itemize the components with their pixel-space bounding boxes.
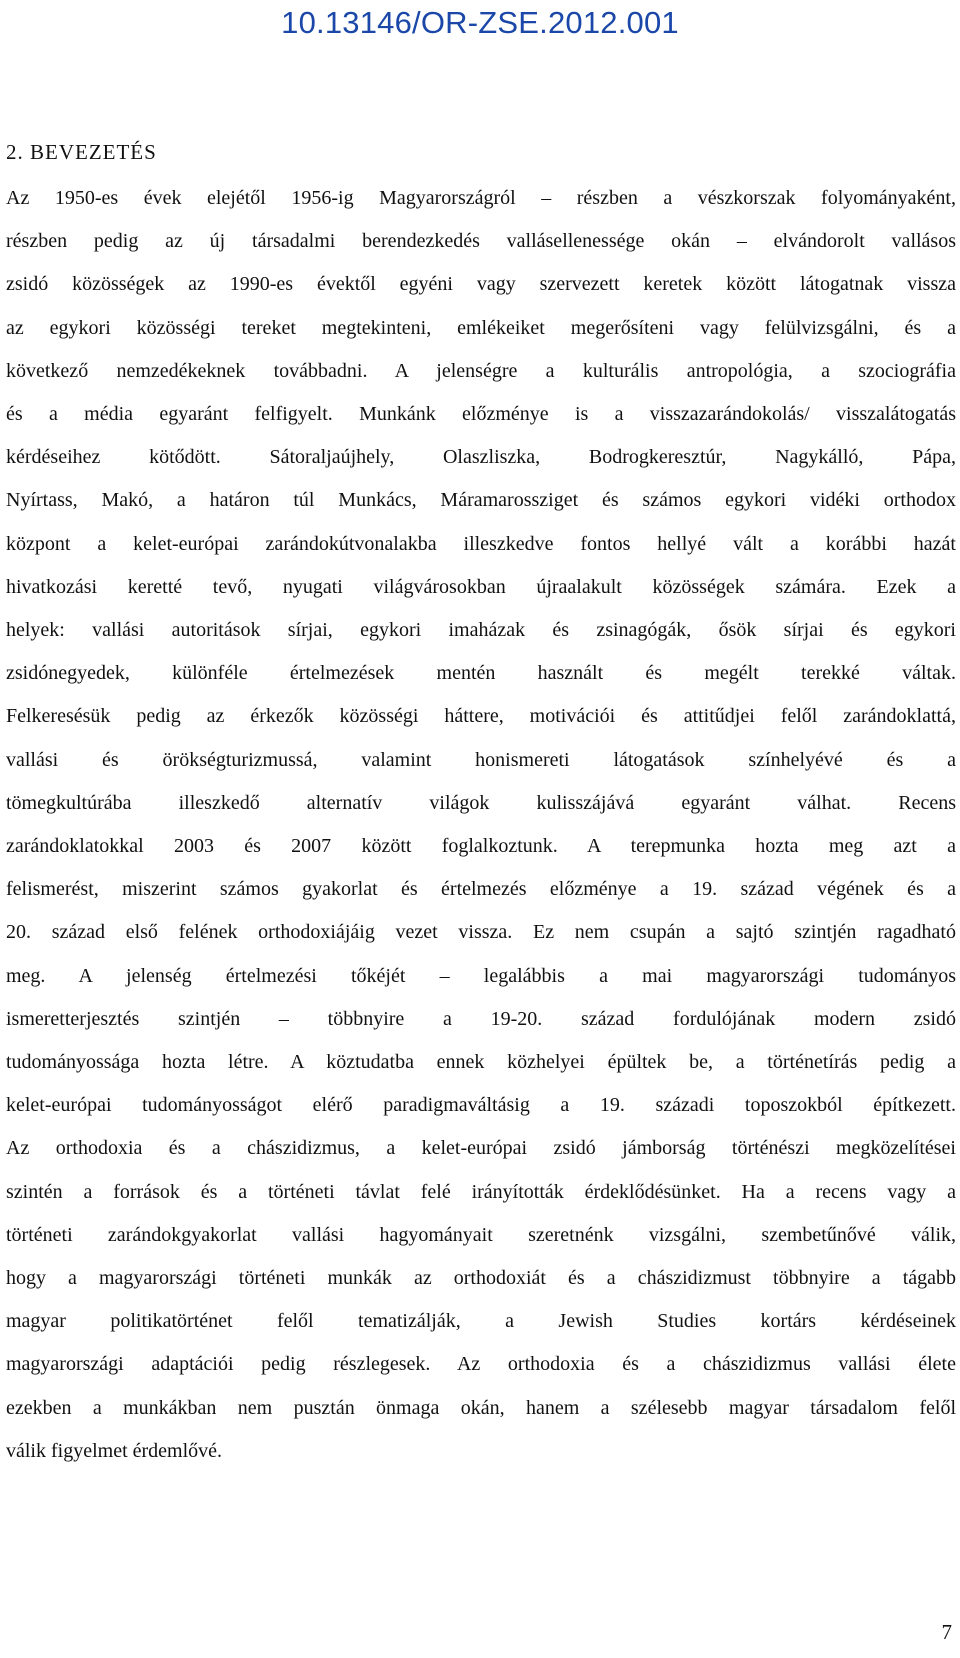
text-line: kelet-európai tudományosságot elérő paradigmaváltásig a 19. századi toposzokból építkezett.: [6, 1094, 956, 1117]
text-line: részben pedig az új társadalmi berendezkedés vallásellenessége okán – elvándorolt vallásos: [6, 230, 956, 253]
text-line: magyar politikatörténet felől tematizálják, a Jewish Studies kortárs kérdéseinek: [6, 1310, 956, 1333]
text-line: hivatkozási keretté tevő, nyugati világvárosokban újraalakult közösségek számára. Ezek a: [6, 575, 956, 598]
text-line: 20. század első felének orthodoxiájáig vezet vissza. Ez nem csupán a sajtó szintjén ragadható: [6, 921, 956, 944]
text-line: Az orthodoxia és a chászidizmus, a kelet-európai zsidó jámborság történészi megközelítései: [6, 1137, 956, 1160]
text-line: az egykori közösségi tereket megtekinteni, emlékeiket megerősíteni vagy felülvizsgálni, és a: [6, 316, 956, 339]
text-line: következő nemzedékeknek továbbadni. A jelenségre a kulturális antropológia, a szociográfia: [6, 359, 956, 382]
text-line: Felkeresésük pedig az érkezők közösségi háttere, motivációi és attitűdjei felől zarándoklattá,: [6, 705, 956, 728]
section-heading: 2. BEVEZETÉS: [6, 140, 157, 164]
body-paragraph: [6, 177, 956, 1473]
text-line: ismeretterjesztés szintjén – többnyire a 19-20. század fordulójának modern zsidó: [6, 1007, 956, 1030]
text-line: Nyírtass, Makó, a határon túl Munkács, Máramarossziget és számos egykori vidéki orthodox: [6, 489, 956, 512]
page-number: 7: [941, 1620, 952, 1644]
text-line: helyek: vallási autoritások sírjai, egykori imaházak és zsinagógák, ősök sírjai és egykori: [6, 619, 956, 642]
text-line: felismerést, miszerint számos gyakorlat és értelmezés előzménye a 19. század végének és a: [6, 878, 956, 901]
text-line: vallási és örökségturizmussá, valamint honismereti látogatások színhelyévé és a: [6, 748, 956, 771]
text-line: tömegkultúrába illeszkedő alternatív világok kulisszájává egyaránt válhat. Recens: [6, 791, 956, 814]
text-line: zarándoklatokkal 2003 és 2007 között foglalkoztunk. A terepmunka hozta meg azt a: [6, 835, 956, 858]
text-line: történeti zarándokgyakorlat vallási hagyományait szeretnénk vizsgálni, szembetűnővé válik,: [6, 1223, 956, 1246]
text-line: szintén a források és a történeti távlat felé irányították érdeklődésünket. Ha a recens vagy a: [6, 1180, 956, 1203]
text-line: zsidónegyedek, különféle értelmezések mentén használt és megélt terekké váltak.: [6, 662, 956, 685]
text-line: válik figyelmet érdemlővé.: [6, 1439, 223, 1462]
text-line: meg. A jelenség értelmezési tőkéjét – legalábbis a mai magyarországi tudományos: [6, 964, 956, 987]
text-line: hogy a magyarországi történeti munkák az orthodoxiát és a chászidizmust többnyire a tágabb: [6, 1267, 956, 1290]
text-line: és a média egyaránt felfigyelt. Munkánk előzménye is a visszazarándokolás/ visszalátogatás: [6, 403, 956, 426]
doi-link[interactable]: 10.13146/OR-ZSE.2012.001: [281, 5, 679, 40]
text-line: kérdéseihez kötődött. Sátoraljaújhely, Olaszliszka, Bodrogkeresztúr, Nagykálló, Pápa,: [6, 446, 956, 469]
text-line: központ a kelet-európai zarándokútvonalakba illeszkedve fontos hellyé vált a korábbi hazát: [6, 532, 956, 555]
text-line: tudományossága hozta létre. A köztudatba ennek közhelyei épültek be, a történetírás pedig a: [6, 1051, 956, 1074]
text-line: ezekben a munkákban nem pusztán önmaga okán, hanem a szélesebb magyar társadalom felől: [6, 1396, 956, 1419]
text-line: zsidó közösségek az 1990-es évektől egyéni vagy szervezett keretek között látogatnak vissza: [6, 273, 956, 296]
text-line: magyarországi adaptációi pedig részlegesek. Az orthodoxia és a chászidizmus vallási élete: [6, 1353, 956, 1376]
text-line: Az 1950-es évek elejétől 1956-ig Magyarországról – részben a vészkorszak folyományaként,: [6, 187, 956, 209]
